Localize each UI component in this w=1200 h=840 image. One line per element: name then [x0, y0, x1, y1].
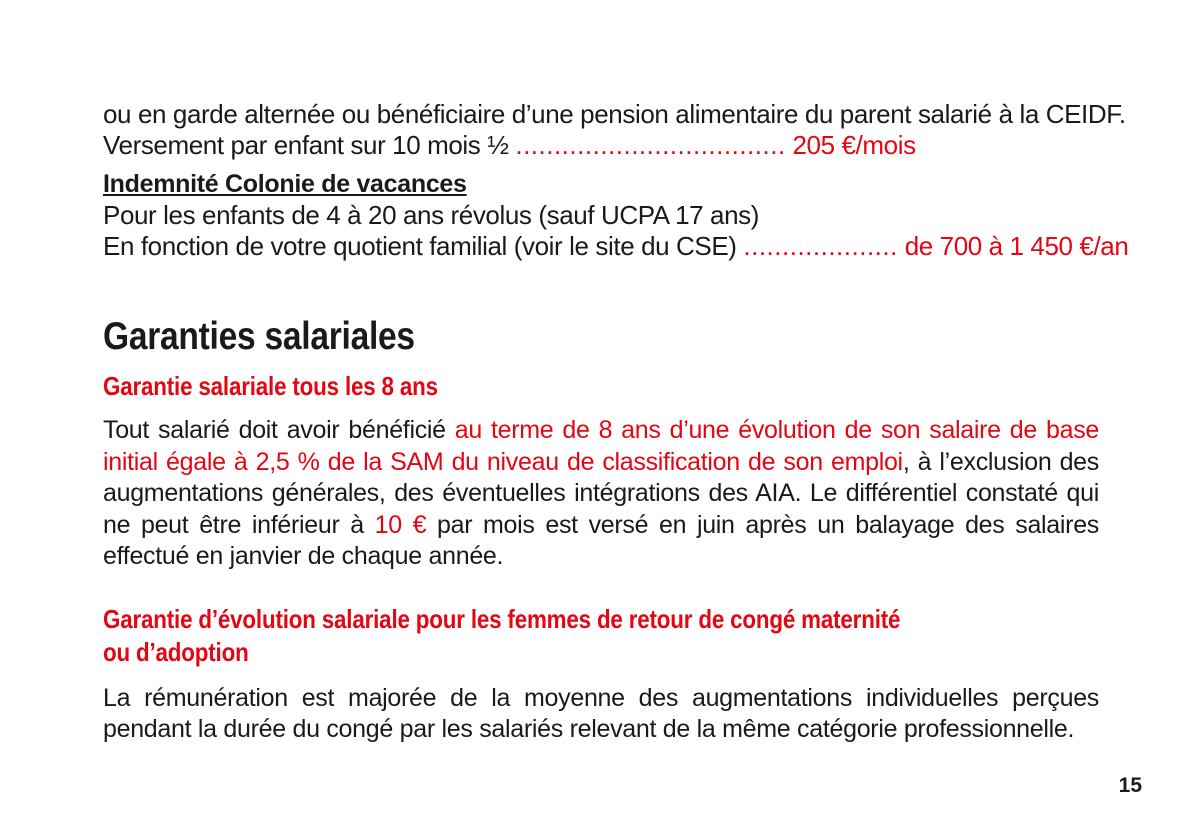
- garantie-maternite-title: [103, 603, 960, 669]
- colonie-line-2-text: En fonction de votre quotient familial (voir le site du CSE): [103, 231, 737, 261]
- colonie-title: Indemnité Colonie de vacances: [103, 170, 467, 198]
- garantie-8-ans-highlight-2: 10 €: [374, 510, 427, 539]
- intro-line-2-text: Versement par enfant sur 10 mois ½: [103, 130, 509, 160]
- colonie-line-2-amount: de 700 à 1 450 €/an: [904, 231, 1129, 261]
- garantie-8-ans-paragraph: [103, 415, 1099, 573]
- intro-line-1: ou en garde alternée ou bénéficiaire d’une pension alimentaire du parent salarié à la CEIDF.: [103, 99, 1126, 129]
- intro-line-2-amount: 205 €/mois: [792, 130, 916, 160]
- colonie-line-1: Pour les enfants de 4 à 20 ans révolus (sauf UCPA 17 ans): [103, 200, 759, 230]
- document-page: [103, 99, 1129, 746]
- garantie-8-ans-text-1: Tout salarié doit avoir bénéficié: [103, 416, 455, 444]
- garantie-8-ans-highlight-1: au terme de 8 ans d’une évolution de son salaire de base initial égale à 2,5 % de la SAM du niveau de classification de son emploi: [103, 416, 1100, 476]
- garantie-8-ans-text-3: par mois est versé en juin après un balayage des salaires effectué en janvier de chaque année.: [103, 510, 1099, 570]
- section-title: Garanties salariales: [103, 315, 415, 358]
- garantie-maternite-title-line-2: ou d’adoption: [103, 636, 249, 667]
- colonie-line-2: [103, 231, 1129, 262]
- page-number: 15: [1118, 774, 1142, 797]
- garantie-8-ans-title: Garantie salariale tous les 8 ans: [103, 371, 438, 401]
- intro-line-2-dots: ...................................: [515, 130, 786, 160]
- colonie-line-2-dots: ....................: [743, 231, 898, 261]
- garantie-maternite-title-line-1: Garantie d’évolution salariale pour les femmes de retour de congé maternité: [103, 603, 901, 634]
- garantie-maternite-paragraph: La rémunération est majorée de la moyenne des augmentations individuelles perçues pendant la durée du congé par les salariés relevant de la même catégorie professionnelle.: [103, 683, 1099, 743]
- intro-line-2: [103, 130, 1099, 161]
- garantie-8-ans-text-2: , à l’exclusion des augmentations générales, des éventuelles intégrations des AIA. Le différentiel constaté qui ne peut être inférieur à: [103, 447, 1099, 539]
